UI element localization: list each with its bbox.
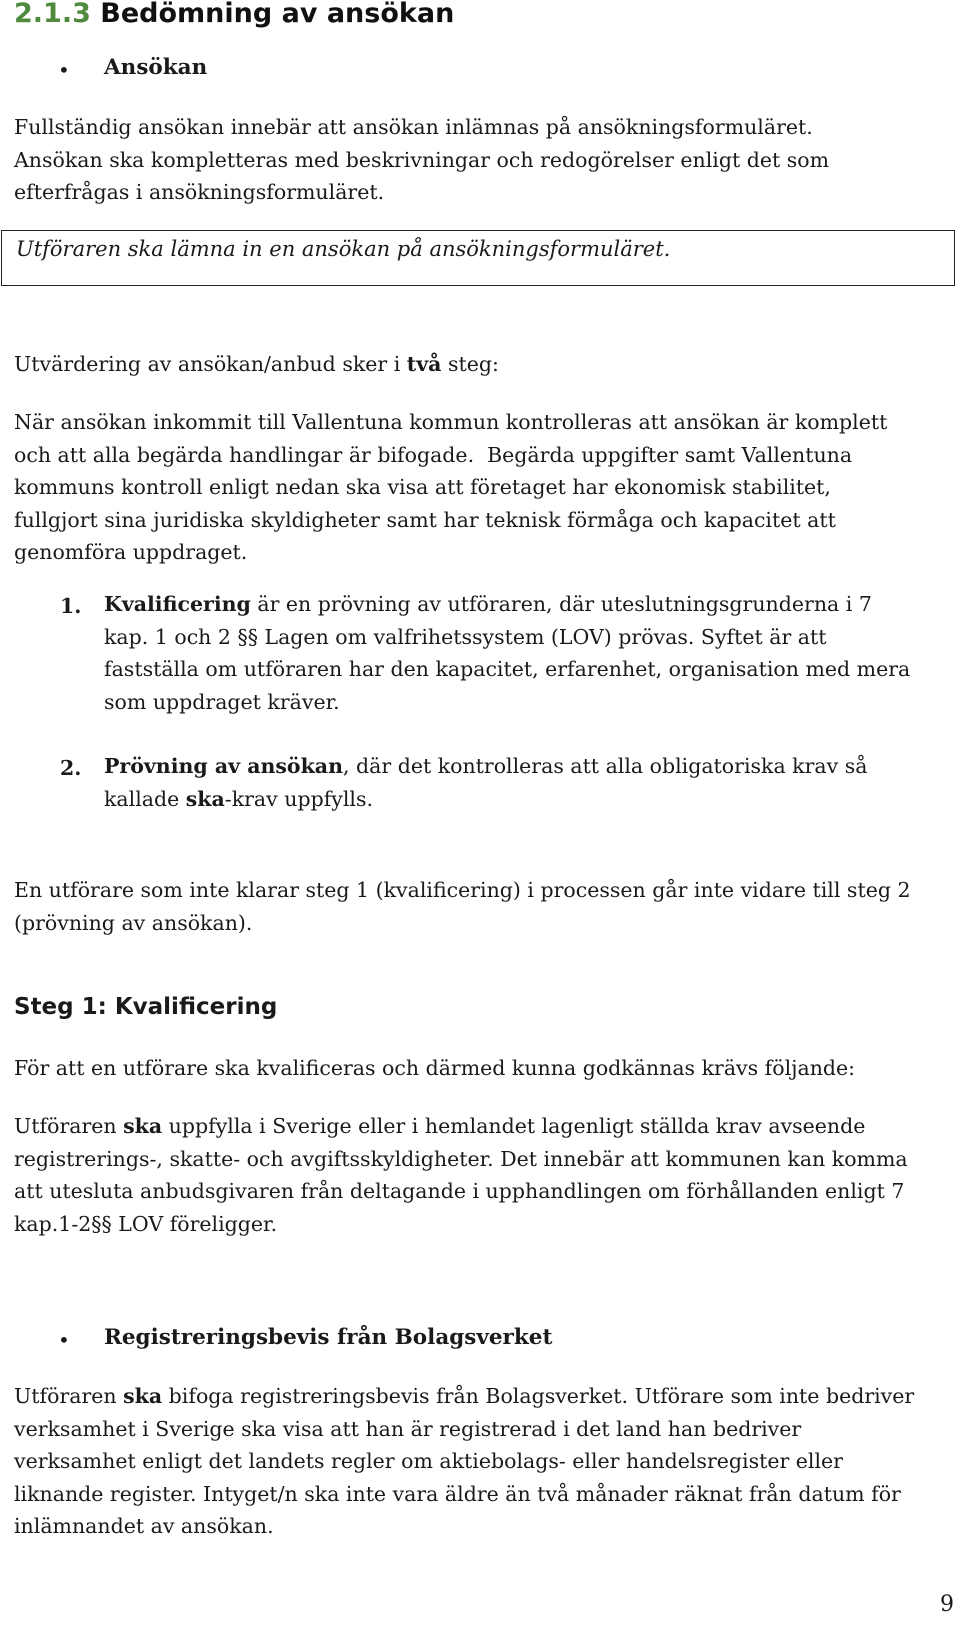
tax-paragraph [14, 1110, 954, 1240]
step-text: -krav uppfylls. [224, 786, 374, 811]
registration-bold: ska [123, 1384, 163, 1408]
boxed-note-text: Utföraren ska lämna in en ansökan på ansökningsformuläret. [16, 237, 671, 261]
registration-paragraph [14, 1380, 954, 1543]
step-text: kap. 1 och 2 §§ Lagen om valfrihetssystem (LOV) prövas. Syftet är att [104, 624, 827, 649]
tax-bold: ska [123, 1114, 163, 1138]
section-number: 2.1.3 [14, 0, 91, 29]
step-text: som uppdraget kräver. [104, 689, 340, 714]
step-number: 2. [60, 756, 82, 780]
registration-text: Utföraren [14, 1384, 124, 1408]
step-text: fastställa om utföraren har den kapacitet, erfarenhet, organisation med mera [104, 657, 911, 681]
tax-line: registrerings-, skatte- och avgiftsskyldigheter. Det innebär att kommunen kan komma [14, 1146, 908, 1171]
evaluation-post: steg: [441, 352, 499, 376]
failure-line: En utförare som inte klarar steg 1 (kvalificering) i processen går inte vidare till steg 2 [14, 878, 911, 902]
evaluation-paragraph [14, 348, 954, 381]
tax-line: att utesluta anbudsgivaren från deltagande i upphandlingen om förhållanden enligt 7 [14, 1179, 905, 1203]
control-line: genomföra uppdraget. [14, 540, 248, 564]
page-number: 9 [940, 1592, 954, 1617]
bullet-ansokan-icon: • [58, 58, 70, 82]
intro-paragraph [14, 111, 954, 209]
step1-title: Steg 1: Kvalificering [14, 994, 278, 1020]
control-line: fullgjort sina juridiska skyldigheter samt har teknisk förmåga och kapacitet att [14, 507, 836, 532]
section-title: Bedömning av ansökan [100, 0, 455, 29]
step-text: , där det kontrolleras att alla obligatoriska krav så [343, 754, 868, 778]
step-number: 1. [60, 594, 82, 618]
registration-line: inlämnandet av ansökan. [14, 1514, 274, 1538]
step-text: är en prövning av utföraren, där uteslutningsgrunderna i 7 [250, 592, 872, 616]
registration-line: liknande register. Intyget/n ska inte vara äldre än två månader räknat från datum för [14, 1481, 901, 1506]
step-item [104, 750, 954, 815]
registration-text: bifoga registreringsbevis från Bolagsverket. Utförare som inte bedriver [162, 1384, 915, 1408]
failure-note [14, 874, 954, 939]
control-line: och att alla begärda handlingar är bifogade. Begärda uppgifter samt Vallentuna [14, 442, 853, 467]
section-heading [14, 0, 454, 29]
boxed-note [1, 230, 955, 286]
tax-text: uppfylla i Sverige eller i hemlandet lagenligt ställda krav avseende [162, 1114, 866, 1138]
control-paragraph [14, 406, 954, 569]
bullet-registration-icon: • [58, 1328, 70, 1352]
step-item [104, 588, 954, 718]
registration-line: verksamhet i Sverige ska visa att han är registrerad i det land han bedriver [14, 1416, 802, 1441]
evaluation-bold: två [406, 352, 442, 376]
step-text: kallade [104, 786, 186, 811]
bullet-registration-label: Registreringsbevis från Bolagsverket [104, 1325, 553, 1350]
intro-line: Ansökan ska kompletteras med beskrivningar och redogörelser enligt det som [14, 147, 830, 172]
intro-line: Fullständig ansökan innebär att ansökan inlämnas på ansökningsformuläret. [14, 115, 813, 139]
intro-line: efterfrågas i ansökningsformuläret. [14, 180, 385, 204]
registration-line: verksamhet enligt det landets regler om aktiebolags- eller handelsregister eller [14, 1449, 843, 1473]
evaluation-pre: Utvärdering av ansökan/anbud sker i [14, 352, 407, 376]
tax-text: Utföraren [14, 1114, 124, 1138]
step-bold: ska [185, 786, 225, 811]
step-bold: Kvalificering [104, 592, 251, 616]
bullet-ansokan-label: Ansökan [104, 55, 208, 80]
control-line: När ansökan inkommit till Vallentuna kommun kontrolleras att ansökan är komplett [14, 410, 888, 434]
step1-intro: För att en utförare ska kvalificeras och därmed kunna godkännas krävs följande: [14, 1056, 856, 1080]
step-bold: Prövning av ansökan [104, 754, 343, 778]
failure-line: (prövning av ansökan). [14, 910, 253, 935]
tax-line: kap.1-2§§ LOV föreligger. [14, 1211, 278, 1236]
control-line: kommuns kontroll enligt nedan ska visa att företaget har ekonomisk stabilitet, [14, 475, 831, 499]
